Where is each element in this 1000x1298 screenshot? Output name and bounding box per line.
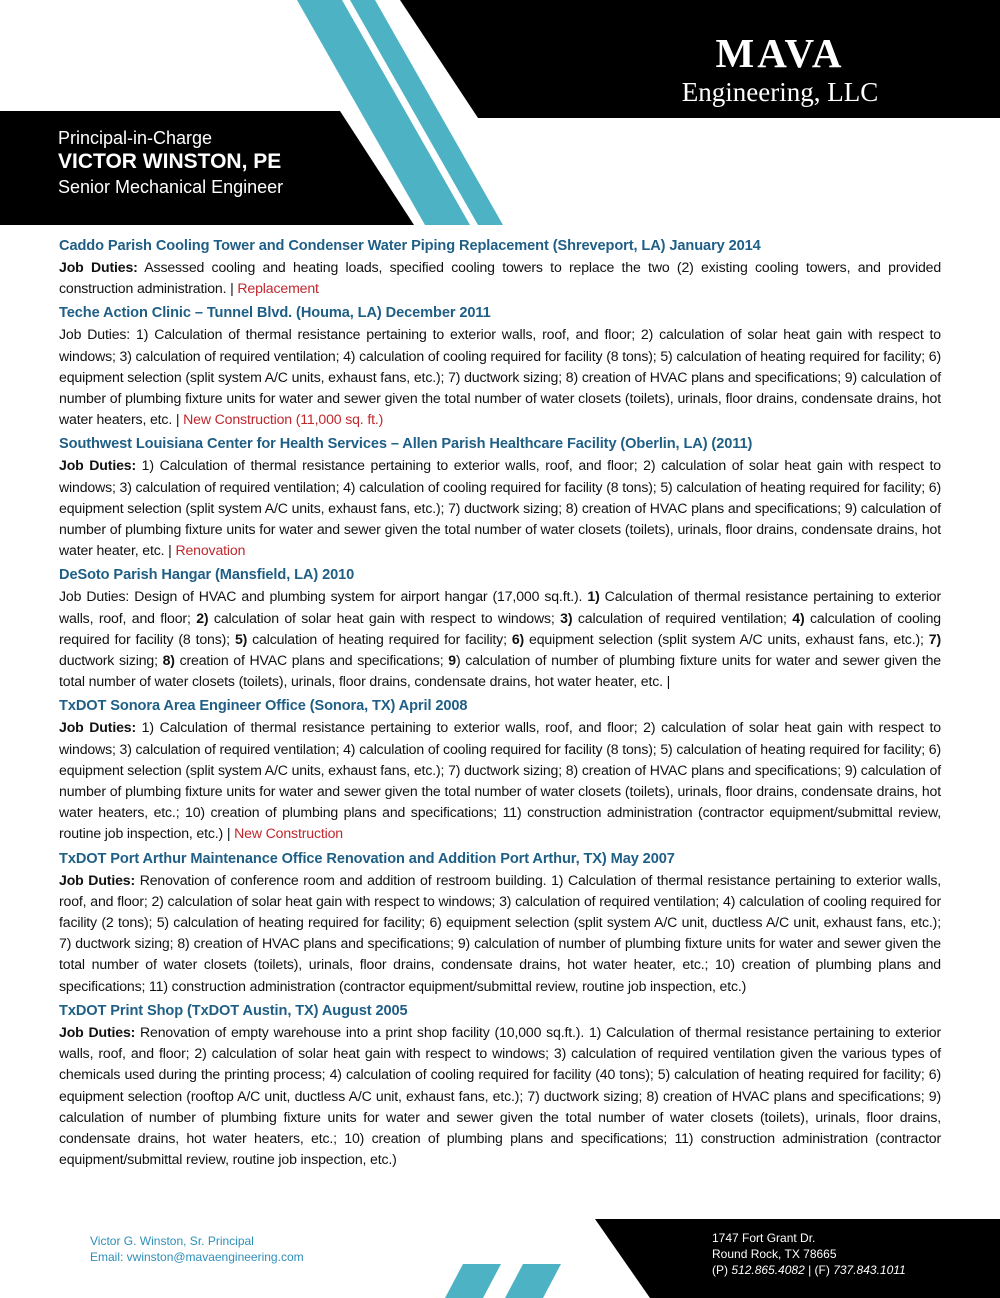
job-duties-label: Job Duties: [59,719,136,736]
project-type-tag: New Construction [234,825,343,842]
footer-address [712,1230,906,1278]
project-description [59,870,941,997]
company-name: MAVA [715,30,845,76]
project-entry [59,696,941,844]
job-duties-text: ) calculation of number of plumbing fixture units for water and sewer given the total number of water closets (toilets), urinals, floor drains, condensate drains, hot water heater, etc. | [59,652,941,690]
project-description [59,717,941,844]
project-title: TxDOT Port Arthur Maintenance Office Renovation and Addition Port Arthur, TX) May 2007 [59,850,675,867]
company-logo [650,30,910,108]
job-duties-label: Job Duties: [59,871,136,888]
fax-prefix: | (F) [804,1263,834,1277]
project-description [59,1022,941,1170]
job-duties-text: Job Duties: 1) Calculation of thermal resistance pertaining to exterior walls, roof, and floor; 2) calculation of solar heat gain with respect to windows; 3) calculation of required ventilation; 4) calculation of cooling required for facility (8 tons); 5) calculation of heating required for facility; 6) equipment selection (split system A/C units, exhaust fans, etc.); 7) ductwork sizing; 8) creation of HVAC plans and specifications; 9) calculation of number of plumbing fixture units for water and sewer given the total number of water closets (toilets), urinals, floor drains, condensate drains, hot water heaters, etc. | [59,326,941,428]
job-duties-text: Renovation of conference room and addition of restroom building. 1) Calculation of thermal resistance pertaining to exterior walls, roof, and floor; 2) calculation of solar heat gain with respect to windows; 3) calculation of required ventilation; 4) calculation of cooling required for facility (2 tons); 5) calculation of heating required for facility; 6) equipment selection (split system A/C unit, ductless A/C unit, exhaust fans, etc.); 7) ductwork sizing; 8) creation of HVAC plans and specifications; 9) calculation of number of plumbing fixture units for water and sewer given the total number of water closets (toilets), urinals, floor drains, condensate drains, hot water heater, etc.; 10) creation of plumbing plans and specifications; 11) construction administration (contractor equipment/submittal review, routine job inspection, etc.) [59,871,941,994]
project-list [59,236,941,1174]
job-duties-text: equipment selection (split system A/C units, exhaust fans, etc.); [524,630,929,647]
phone-fax-line [712,1262,906,1278]
job-duties-text: ductwork sizing; [59,652,163,669]
step-number: 1) [587,588,600,605]
project-title: Teche Action Clinic – Tunnel Blvd. (Houma, LA) December 2011 [59,305,491,322]
step-number: 9 [448,652,456,669]
job-duties-text: calculation of solar heat gain with respect to windows; [208,609,561,626]
contact-name: Victor G. Winston, Sr. Principal [90,1234,254,1248]
project-title: TxDOT Sonora Area Engineer Office (Sonora, TX) April 2008 [59,698,468,715]
phone-prefix: (P) [712,1263,732,1277]
project-title: DeSoto Parish Hangar (Mansfield, LA) 2010 [59,567,355,584]
job-duties-text: Renovation of empty warehouse into a print shop facility (10,000 sq.ft.). 1) Calculation of thermal resistance pertaining to exterior walls, roof, and floor; 2) calculation of solar heat gain with respect to windows; 3) calculation of required ventilation given the various types of chemicals used during the printing process; 4) calculation of cooling required for facility (40 tons); 5) calculation of heating required for facility; 6) equipment selection (rooftop A/C unit, ductless A/C unit, exhaust fans, etc.); 7) ductwork sizing; 8) creation of HVAC plans and specifications; 9) calculation of number of plumbing fixture units for water and sewer given the total number of water closets (toilets), urinals, floor drains, condensate drains, hot water heaters, etc.; 10) creation of plumbing plans and specifications; 11) construction administration (contractor equipment/submittal review, routine job inspection, etc.) [59,1023,941,1168]
footer-accent-stripe-2 [505,1264,561,1298]
footer-contact [90,1233,304,1265]
step-number: 4) [792,609,805,626]
contact-email[interactable]: Email: vwinston@mavaengineering.com [90,1250,304,1264]
step-number: 6) [511,630,525,647]
job-duties-text: Assessed cooling and heating loads, specified cooling towers to replace the two (2) existing cooling towers, and provided construction administration. | [59,259,942,297]
step-number: 2) [196,609,209,626]
footer-accent-stripe-1 [445,1264,501,1298]
job-duties-text: calculation of required ventilation; [572,609,793,626]
company-subtitle: Engineering, LLC [681,77,879,107]
address-line-1: 1747 Fort Grant Dr. [712,1231,816,1245]
project-entry [59,565,941,692]
project-entry [59,849,941,997]
project-title: Southwest Louisiana Center for Health Services – Allen Parish Healthcare Facility (Oberlin, LA) (2011) [59,436,753,453]
project-entry [59,1001,941,1170]
project-title: Caddo Parish Cooling Tower and Condenser Water Piping Replacement (Shreveport, LA) January 2014 [59,238,761,254]
step-number: 5) [234,630,248,647]
header-person-block [58,127,283,199]
step-number: 8) [162,652,175,669]
project-type-tag: New Construction (11,000 sq. ft.) [183,411,384,428]
project-type-tag: Renovation [175,542,246,559]
job-duties-text: creation of HVAC plans and specifications; [174,652,449,669]
job-duties-label: Job Duties: [59,259,138,275]
project-description [59,324,941,430]
job-duties-text: calculation of cooling required for facility (8 tons); [59,609,941,647]
step-number: 3) [560,609,573,626]
project-description [59,257,941,299]
step-number: 7) [928,630,941,647]
job-duties-text: 1) Calculation of thermal resistance pertaining to exterior walls, roof, and floor; 2) calculation of solar heat gain with respect to windows; 3) calculation of required ventilation; 4) calculation of cooling required for facility (8 tons); 5) calculation of heating required for facility; 6) equipment selection (split system A/C units, exhaust fans, etc.); 7) ductwork sizing; 8) creation of HVAC plans and specifications; 9) calculation of number of plumbing fixture units for water and sewer given the total number of water closets (toilets), urinals, floor drains, condensate drains, hot water heaters, etc.; 10) creation of plumbing plans and specifications; 11) construction administration (contractor equipment/submittal review, routine job inspection, etc.) | [59,719,941,842]
phone-number: 512.865.4082 [731,1263,805,1277]
project-entry [59,236,941,299]
job-duties-text: Job Duties: Design of HVAC and plumbing system for airport hangar (17,000 sq.ft.). [59,588,588,605]
project-title: TxDOT Print Shop (TxDOT Austin, TX) August 2005 [59,1002,408,1019]
fax-number: 737.843.1011 [833,1263,906,1277]
person-name: VICTOR WINSTON, PE [58,150,282,173]
job-duties-text: 1) Calculation of thermal resistance pertaining to exterior walls, roof, and floor; 2) calculation of solar heat gain with respect to windows; 3) calculation of required ventilation; 4) calculation of cooling required for facility (8 tons); 5) calculation of heating required for facility; 6) equipment selection (split system A/C units, exhaust fans, etc.); 7) ductwork sizing; 8) creation of HVAC plans and specifications; 9) calculation of number of plumbing fixture units for water and sewer given the total number of water closets (toilets), urinals, floor drains, condensate drains, hot water heater, etc. | [59,457,941,559]
address-line-2: Round Rock, TX 78665 [712,1247,837,1261]
job-duties-label: Job Duties: [59,1023,136,1040]
job-duties-text: calculation of heating required for facility; [247,630,512,647]
project-type-tag: Replacement [237,280,319,297]
role-label: Principal-in-Charge [58,128,213,148]
person-title: Senior Mechanical Engineer [58,177,284,197]
project-description [59,455,941,561]
job-duties-label: Job Duties: [59,457,136,474]
project-description [59,586,941,692]
project-entry [59,303,941,430]
job-duties-text: Calculation of thermal resistance pertaining to exterior walls, roof, and floor; [59,588,941,626]
project-entry [59,434,941,561]
